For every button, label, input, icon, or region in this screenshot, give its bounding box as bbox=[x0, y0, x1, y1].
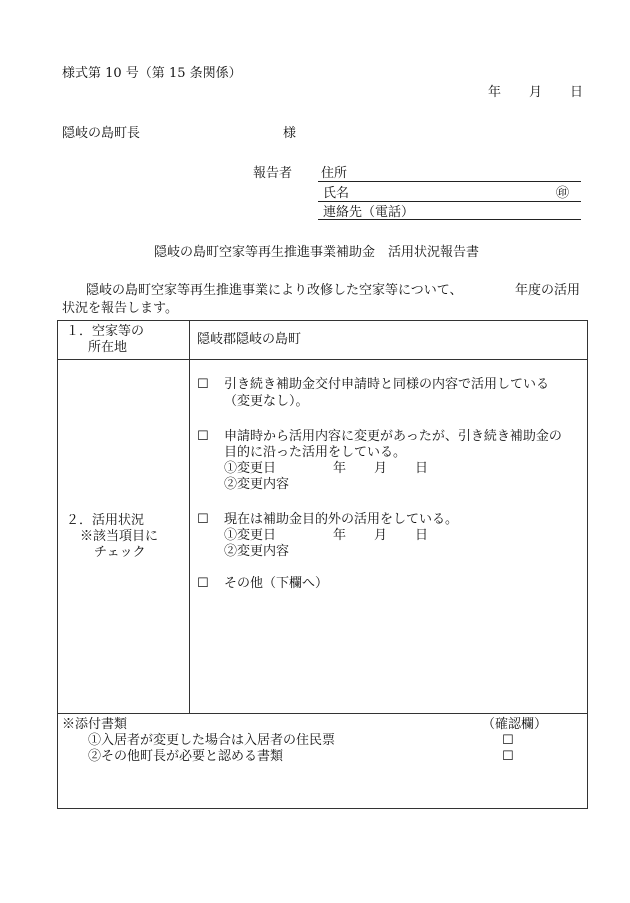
option1-checkbox[interactable]: ☐ bbox=[197, 377, 209, 392]
option3-date-label: ①変更日 bbox=[224, 528, 277, 543]
form-number: 様式第 10 号（第 15 条関係） bbox=[62, 66, 242, 81]
attachment-item-1-checkbox[interactable]: ☐ bbox=[502, 733, 514, 748]
address-label: 住所 bbox=[321, 166, 348, 181]
option2-content-label: ②変更内容 bbox=[224, 477, 290, 492]
row1-label-line1: １．空家等の bbox=[66, 324, 145, 339]
option3-month: 月 bbox=[374, 528, 388, 543]
intro-line1: 隠岐の島町空家等再生推進事業により改修した空家等について、 bbox=[86, 283, 463, 298]
option3-content-label: ②変更内容 bbox=[224, 544, 290, 559]
option3-day: 日 bbox=[415, 528, 429, 543]
option1-line1: 引き続き補助金交付申請時と同様の内容で活用している bbox=[224, 377, 550, 392]
form-table bbox=[57, 320, 588, 809]
contact-label: 連絡先（電話） bbox=[323, 205, 415, 220]
attachments-title: ※添付書類 bbox=[62, 717, 128, 732]
option3-year: 年 bbox=[333, 528, 347, 543]
intro-line2: 状況を報告します。 bbox=[62, 301, 178, 316]
option2-line2: 目的に沿った活用をしている。 bbox=[224, 445, 407, 460]
seal-mark: ㊞ bbox=[556, 186, 570, 201]
name-label: 氏名 bbox=[323, 186, 350, 201]
option2-month: 月 bbox=[374, 461, 388, 476]
confirm-column-header: （確認欄） bbox=[482, 717, 548, 732]
option1-line2: （変更なし）。 bbox=[224, 394, 309, 409]
option3-line1: 現在は補助金目的外の活用をしている。 bbox=[224, 512, 459, 527]
address-underline bbox=[318, 181, 581, 182]
option2-date-label: ①変更日 bbox=[224, 461, 277, 476]
row1-label-line2: 所在地 bbox=[88, 340, 128, 355]
option3-checkbox[interactable]: ☐ bbox=[197, 512, 209, 527]
row2-label-line2: ※該当項目に bbox=[80, 529, 159, 544]
option4-checkbox[interactable]: ☐ bbox=[197, 576, 209, 591]
date-year-label: 年 bbox=[488, 85, 502, 100]
row1-divider bbox=[58, 359, 587, 360]
location-value: 隠岐郡隠岐の島町 bbox=[197, 332, 302, 347]
row2-divider bbox=[58, 713, 587, 714]
date-month-label: 月 bbox=[529, 85, 543, 100]
option4-label: その他（下欄へ） bbox=[224, 576, 329, 591]
date-day-label: 日 bbox=[570, 85, 584, 100]
name-underline bbox=[318, 201, 581, 202]
option2-day: 日 bbox=[415, 461, 429, 476]
attachment-item-1: ①入居者が変更した場合は入居者の住民票 bbox=[88, 733, 336, 748]
column-divider bbox=[189, 321, 190, 713]
reporter-label: 報告者 bbox=[253, 166, 293, 181]
option2-checkbox[interactable]: ☐ bbox=[197, 429, 209, 444]
row2-label-line1: ２．活用状況 bbox=[66, 513, 145, 528]
option2-year: 年 bbox=[333, 461, 347, 476]
attachment-item-2-checkbox[interactable]: ☐ bbox=[502, 749, 514, 764]
contact-underline bbox=[318, 219, 581, 220]
intro-fiscal-year: 年度の活用 bbox=[515, 283, 581, 298]
option2-line1: 申請時から活用内容に変更があったが、引き続き補助金の bbox=[224, 429, 562, 444]
attachment-item-2: ②その他町長が必要と認める書類 bbox=[88, 749, 284, 764]
row2-label-line3: チェック bbox=[94, 545, 146, 560]
addressee-honorific: 様 bbox=[283, 126, 297, 141]
document-title: 隠岐の島町空家等再生推進事業補助金 活用状況報告書 bbox=[154, 245, 480, 260]
addressee-name: 隠岐の島町長 bbox=[62, 126, 141, 141]
